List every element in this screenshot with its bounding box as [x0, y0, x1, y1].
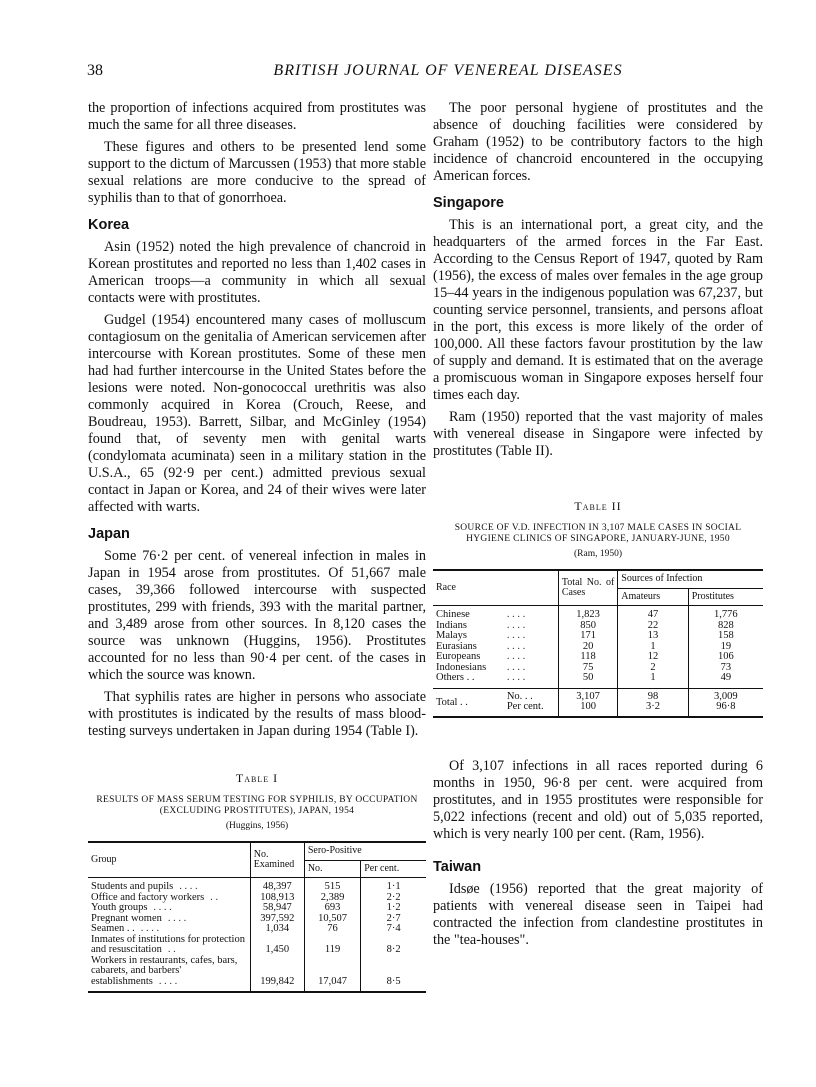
examined-cell: 199,842 — [250, 956, 304, 993]
examined-cell: 108,913 — [250, 893, 304, 904]
paragraph: Ram (1950) reported that the vast majority of males with venereal disease in Singapore were infected by prostitutes (Table II). — [433, 409, 763, 459]
sero-pct-cell: 2·7 — [386, 912, 401, 924]
table-row — [88, 914, 426, 925]
section-heading-korea: Korea — [88, 217, 130, 233]
total-pct-label: Per cent. — [504, 702, 559, 717]
leader-dots: . . — [210, 891, 219, 903]
right-column — [433, 100, 763, 954]
amateurs-cell: 2 — [618, 663, 688, 674]
total-cases-cell: 118 — [558, 652, 617, 663]
table-caption: RESULTS OF MASS SERUM TESTING FOR SYPHILIS, BY OCCUPATION (EXCLUDING PROSTITUTES), JAPAN, 1954 — [96, 795, 418, 816]
data-table — [433, 569, 763, 718]
sero-no-cell: 17,047 — [304, 956, 360, 993]
total-cases-cell: 1,823 — [558, 606, 617, 621]
sero-no-cell: 515 — [304, 878, 360, 893]
examined-cell: 1,034 — [250, 924, 304, 935]
table-label: Table II — [574, 499, 622, 513]
paragraph: These figures and others to be presented lend some support to the dictum of Marcussen (1953) that more stable sexual relations are more conducive to the spread of syphilis than to that of gonorrhoea. — [88, 139, 426, 206]
total-cell: 100 — [558, 702, 617, 717]
section-heading-japan: Japan — [88, 526, 130, 542]
group-label: Youth groups — [91, 902, 148, 913]
group-label: Students and pupils — [91, 881, 174, 892]
leader-dots: . . . . — [504, 606, 559, 621]
sero-no-cell: 2,389 — [304, 893, 360, 904]
prostitutes-cell: 73 — [720, 661, 732, 673]
table-row — [88, 956, 426, 993]
sero-pct-cell: 1·2 — [386, 902, 401, 913]
leader-dots: . . — [167, 944, 176, 955]
column-header: Amateurs — [618, 588, 688, 606]
total-cell: 3,107 — [558, 688, 617, 702]
examined-cell: 58,947 — [250, 903, 304, 914]
sero-no-cell: 693 — [304, 903, 360, 914]
table-1 — [88, 770, 426, 993]
prostitutes-cell: 49 — [720, 672, 732, 683]
race-cell: Malays — [436, 630, 467, 641]
amateurs-cell: 1 — [618, 642, 688, 653]
prostitutes-cell: 828 — [717, 619, 734, 631]
sero-pct-cell: 8·5 — [386, 975, 401, 987]
leader-dots: . . . . — [504, 652, 559, 663]
race-cell: Indians — [436, 619, 467, 631]
race-cell: Europeans — [436, 651, 481, 662]
column-header: No. Examined — [250, 842, 304, 878]
group-cell — [88, 935, 250, 956]
examined-cell: 48,397 — [250, 878, 304, 893]
paragraph: The poor personal hygiene of prostitutes and the absence of douching facilities were considered by Graham (1952) to be contributory factors to the high incidence of chancroid encountered in the occupying American forces. — [433, 100, 763, 184]
paragraph: Some 76·2 per cent. of venereal infection in males in Japan in 1954 arose from prostitutes. Of 51,667 male cases, 39,366 followed intercourse with suspected prostitutes, 299 with friends, 393 with the marital partner, and 3,489 arose from other sources. In 8,120 cases the source was unknown (Huggins, 1956). Prostitutes accounted for no less than 90·4 per cent. of the cases in which the source was known. — [88, 548, 426, 683]
table-row — [433, 652, 763, 663]
table-2 — [433, 498, 763, 718]
table-source: (Ram, 1950) — [573, 549, 623, 559]
group-label: Pregnant women — [91, 912, 162, 924]
table-row — [433, 663, 763, 674]
table-row — [88, 878, 426, 893]
race-cell: Eurasians — [436, 640, 477, 652]
examined-cell: 397,592 — [250, 914, 304, 925]
column-header: No. — [304, 860, 360, 878]
group-cell — [88, 878, 250, 893]
group-label: Seamen . . — [91, 923, 135, 934]
amateurs-cell: 1 — [618, 673, 688, 688]
sero-pct-cell: 2·2 — [386, 891, 401, 903]
group-label: Inmates of institutions for protection and resuscitation — [91, 933, 245, 955]
paragraph: This is an international port, a great city, and the headquarters of the armed forces in the Far East. According to the Census Report of 1947, quoted by Ram (1956), the excess of males over females in the age group 15–44 years in the indigenous population was 67,237, but counting service personnel, transients, and persons afloat in the port, this excess is more likely of the order of 100,000. All these factors favour prostitution by the law of supply and demand. It is estimated that on the average a promiscuous woman in Singapore exposes herself four times each day. — [433, 217, 763, 403]
page-number: 38 — [87, 62, 103, 79]
sero-no-cell: 119 — [304, 935, 360, 956]
table-label: Table I — [235, 771, 279, 785]
table-row — [433, 606, 763, 621]
leader-dots: . . . . — [504, 642, 559, 653]
total-cases-cell: 850 — [558, 621, 617, 632]
leader-dots: . . . . — [504, 621, 559, 632]
column-header: Sources of Infection — [618, 570, 763, 588]
total-cell: 3,009 — [688, 688, 763, 702]
sero-pct-cell: 7·4 — [386, 923, 401, 934]
page-header — [87, 62, 809, 86]
paragraph: That syphilis rates are higher in persons who associate with prostitutes is indicated by the results of mass blood-testing surveys undertaken in Japan during 1954 (Table I). — [88, 689, 426, 739]
column-header: Prostitutes — [688, 588, 763, 606]
left-column — [88, 100, 426, 993]
section-heading-taiwan: Taiwan — [433, 858, 482, 875]
total-cell: 98 — [618, 688, 688, 702]
prostitutes-cell: 106 — [717, 651, 734, 662]
section-heading-singapore: Singapore — [433, 195, 504, 211]
amateurs-cell: 47 — [618, 606, 688, 621]
group-label: Office and factory workers — [91, 891, 205, 903]
total-label: Total . . — [433, 688, 504, 717]
column-header: Group — [88, 842, 250, 878]
table-caption: SOURCE OF V.D. INFECTION IN 3,107 MALE CASES IN SOCIAL HYGIENE CLINICS OF SINGAPORE, JANUARY-JUNE, 1950 — [454, 523, 742, 544]
data-table — [88, 841, 426, 993]
group-label: Workers in restaurants, cafes, bars, cabarets, and barbers' establishments — [91, 954, 238, 987]
leader-dots: . . . . — [179, 881, 198, 892]
table-row — [433, 621, 763, 632]
sero-pct-cell: 8·2 — [386, 944, 401, 955]
total-cell: 3·2 — [618, 702, 688, 717]
group-cell — [88, 956, 250, 993]
total-no-label: No. . . — [504, 688, 559, 702]
prostitutes-cell: 1,776 — [714, 609, 738, 620]
amateurs-cell: 22 — [618, 621, 688, 632]
leader-dots: . . . . — [158, 975, 178, 987]
total-cases-cell: 20 — [558, 642, 617, 653]
leader-dots: . . . . — [167, 912, 187, 924]
table-row — [433, 673, 763, 688]
total-cases-cell: 171 — [558, 631, 617, 642]
prostitutes-cell: 19 — [720, 640, 732, 652]
amateurs-cell: 13 — [618, 631, 688, 642]
total-cell: 96·8 — [716, 701, 736, 712]
sero-no-cell: 76 — [304, 924, 360, 935]
leader-dots: . . . . — [504, 663, 559, 674]
prostitutes-cell: 158 — [717, 630, 734, 641]
journal-title: BRITISH JOURNAL OF VENEREAL DISEASES — [273, 62, 623, 79]
total-cases-cell: 75 — [558, 663, 617, 674]
race-cell: Indonesians — [436, 661, 487, 673]
table-row — [88, 935, 426, 956]
column-header: Race — [433, 570, 558, 606]
leader-dots: . . . . — [140, 923, 160, 934]
table-source: (Huggins, 1956) — [225, 821, 289, 831]
paragraph: Gudgel (1954) encountered many cases of molluscum contagiosum on the genitalia of American servicemen after intercourse with Korean prostitutes. Some of these men had had further intercourse in the United States before the lesions were noted. Non-gonococcal urethritis was also commonly acquired in Korea (Crouch, Reese, and Boudreau, 1953). Barrett, Silbar, and McGinley (1954) found that, of seventy men with genital warts (condylomata acuminata) seen in a military station in the U.S.A., 65 (92·9 per cent.) admitted previous sexual contact in Japan or Korea, and 24 of their wives were later affected with warts. — [88, 312, 426, 515]
paragraph: Idsøe (1956) reported that the great majority of patients with venereal disease seen in Taipei had contracted the infection from clandestine prostitutes in the "tea-houses". — [433, 880, 763, 948]
paragraph: the proportion of infections acquired from prostitutes was much the same for all three diseases. — [88, 100, 426, 133]
column-header: Sero-Positive — [304, 842, 426, 860]
column-header: Per cent. — [361, 860, 426, 878]
race-cell: Others . . — [436, 672, 475, 683]
leader-dots: . . . . — [504, 673, 559, 688]
race-cell: Chinese — [436, 609, 470, 620]
table-row — [433, 642, 763, 653]
amateurs-cell: 12 — [618, 652, 688, 663]
paragraph: Of 3,107 infections in all races reported during 6 months in 1950, 96·8 per cent. were acquired from prostitutes, and in 1955 prostitutes were responsible for 5,022 infections (recent and old) out of 5,035 reported, which is very nearly 100 per cent. (Ram, 1956). — [433, 757, 763, 842]
examined-cell: 1,450 — [250, 935, 304, 956]
leader-dots: . . . . — [504, 631, 559, 642]
table-row — [433, 631, 763, 642]
paragraph: Asin (1952) noted the high prevalence of chancroid in Korean prostitutes and reported no less than 1,402 cases in American troops—a community in which all sexual contacts were with prostitutes. — [88, 239, 426, 306]
total-cases-cell: 50 — [558, 673, 617, 688]
sero-pct-cell: 1·1 — [386, 881, 401, 892]
leader-dots: . . . . — [153, 902, 172, 913]
column-header: Total No. of Cases — [558, 570, 617, 606]
sero-no-cell: 10,507 — [304, 914, 360, 925]
